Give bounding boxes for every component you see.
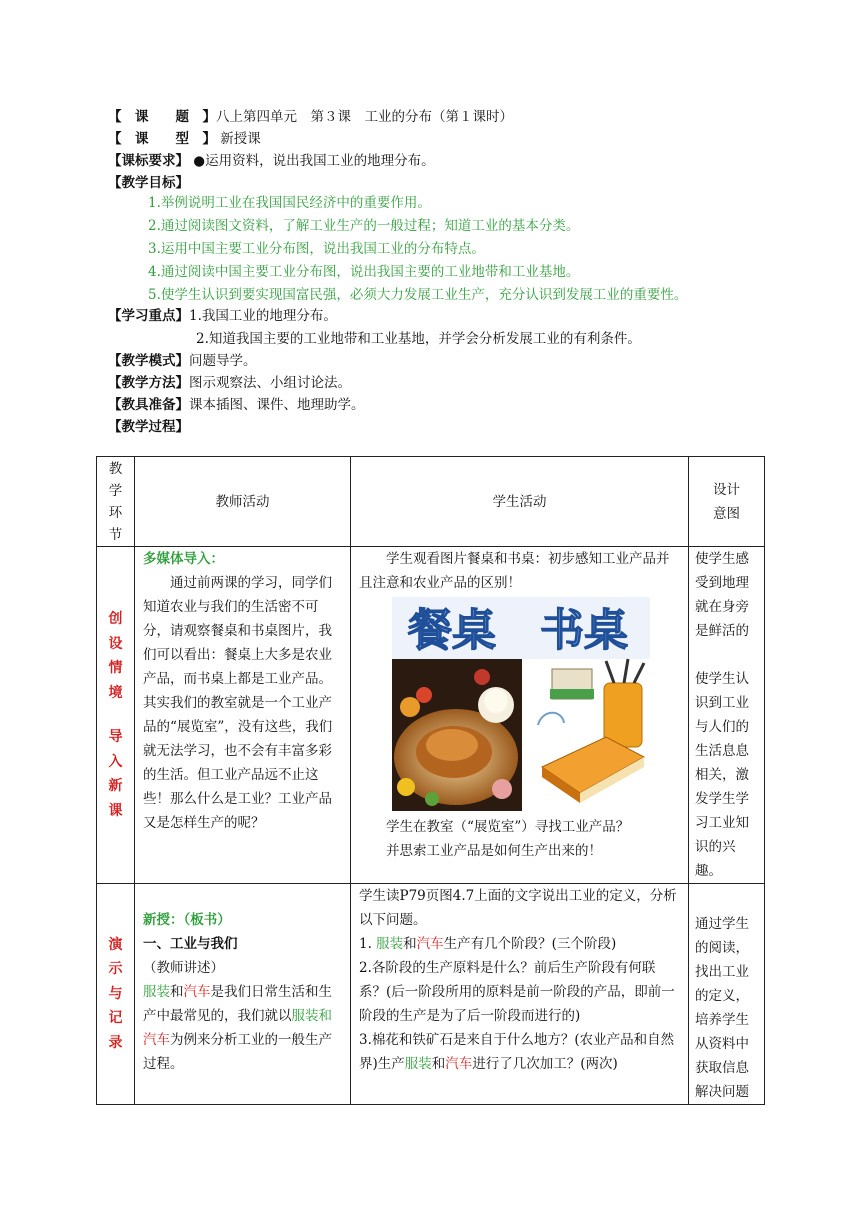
mode-label: 【教学模式】: [108, 353, 189, 369]
standard-value: ●运用资料，说出我国工业的地理分布。: [189, 153, 435, 169]
stage-char: 情: [108, 660, 123, 676]
tools-value: 课本插图、课件、地理助学。: [189, 397, 365, 413]
food-platter-icon: [392, 659, 522, 811]
stage-header: [97, 457, 135, 547]
table-desk-illustration: [392, 597, 650, 811]
objective-3: 3.运用中国主要工业分布图，说出我国工业的分布特点。: [148, 241, 485, 257]
topic-line: [108, 106, 788, 128]
process-line: [108, 416, 788, 438]
books-and-pen-holder-icon: [522, 659, 650, 811]
stage-gap: [97, 705, 134, 725]
method-line: [108, 372, 788, 394]
stage-header-char: 节: [108, 526, 123, 543]
focus-line: [108, 305, 788, 327]
student-activity-header: 学生活动: [351, 457, 689, 547]
q1-end: 生产有几个阶段？(三个阶段): [443, 936, 617, 952]
stage-char: 录: [108, 1034, 123, 1051]
intent-gap: [695, 643, 760, 667]
student-read-text: 学生读P79页图4.7上面的文字说出工业的定义，分析以下问题。: [359, 888, 677, 928]
objective-5: 5.使学生认识到要实现国富民强，必须大力发展工业生产，充分认识到发展工业的重要性。: [148, 287, 688, 303]
stage-char: 演: [108, 936, 123, 953]
new-lesson-title: 新授：（板书）: [143, 912, 231, 928]
objectives-label: 【教学目标】: [108, 175, 189, 191]
intent-text-2: 使学生认识到工业与人们的生活息息相关，激发学生学习工业知识的兴趣。: [695, 671, 749, 879]
student-activity-cell: [351, 547, 689, 884]
stage-char: 示: [108, 961, 123, 978]
connector: 和: [403, 936, 417, 952]
keyword-car: 汽车: [416, 936, 444, 952]
intent-text: 通过学生的阅读，找出工业的定义，培养学生从资料中获取信息解决问题: [695, 916, 749, 1100]
teacher-intro-text: 通过前两课的学习，同学们知道农业与我们的生活密不可分，请观察餐桌和书桌图片，我们可以看出：餐桌上大多是农业产品，而书桌上都是工业产品。其实我们的教室就是一个工业产品的“展览室”，没有这些，我们就无法学习，也不会有丰富多彩的生活。但工业产品远不止这些！那么什么是工业？工业产品又是怎样生产的呢？: [143, 575, 333, 831]
stage-cell-intro: [97, 547, 135, 884]
q3-end: 进行了几次加工？(两次): [472, 1056, 618, 1072]
connector: 和: [170, 984, 184, 1000]
standard-label: 【课标要求】: [108, 153, 189, 169]
teacher-activity-cell: [135, 547, 351, 884]
objectives-line: [108, 172, 788, 194]
design-intent-cell: [689, 884, 765, 1105]
table-row: [97, 884, 765, 1105]
type-label: 【 课 型 】: [108, 131, 216, 147]
lesson-table: [96, 456, 765, 1105]
process-label: 【教学过程】: [108, 419, 189, 435]
design-intent-header-1: 设计: [713, 481, 740, 498]
keyword-car: 汽车: [445, 1056, 473, 1072]
keyword-clothing: 服装: [143, 984, 170, 1000]
teacher-note: （教师讲述）: [143, 960, 224, 976]
stage-char: 导: [108, 729, 123, 745]
stage-char: 与: [108, 985, 123, 1002]
tools-label: 【教具准备】: [108, 397, 189, 413]
intent-text-1: 使学生感受到地理就在身旁是鲜活的: [695, 551, 749, 639]
stage-cell-demo: [97, 884, 135, 1105]
student-find-products: 学生在教室（“展览室”）寻找工业产品？: [386, 819, 630, 835]
student-activity-cell: [351, 884, 689, 1105]
connector: 和: [318, 1008, 332, 1024]
focus-2: 2.知道我国主要的工业地带和工业基地，并学会分析发展工业的有利条件。: [196, 331, 641, 347]
focus-1: 1.我国工业的地理分布。: [189, 308, 337, 324]
table-row: [97, 547, 765, 884]
stage-header-char: 教: [108, 460, 123, 477]
stage-char: 境: [108, 684, 123, 701]
method-label: 【教学方法】: [108, 375, 189, 391]
explain-end: 为例来分析工业的一般生产过程。: [143, 1032, 332, 1072]
keyword-car: 汽车: [143, 1032, 170, 1048]
keyword-clothing: 服装: [404, 1056, 432, 1072]
mode-value: 问题导学。: [189, 353, 257, 369]
teacher-explain-text: [143, 980, 344, 1076]
design-intent-header-2: 意图: [713, 505, 740, 522]
image-title: 餐桌 书桌: [407, 605, 628, 656]
keyword-clothing: 服装: [376, 936, 404, 952]
standard-line: [108, 150, 788, 172]
stage-char: 设: [108, 635, 123, 652]
student-intro-text: 学生观看图片餐桌和书桌：初步感知工业产品并且注意和农业产品的区别！: [359, 551, 670, 591]
stage-char: 创: [108, 611, 123, 627]
section-heading: 一、工业与我们: [143, 936, 238, 952]
teacher-activity-cell: [135, 884, 351, 1105]
keyword-clothing: 服装: [291, 1008, 319, 1024]
stage-char: 课: [108, 802, 123, 819]
connector: 和: [431, 1056, 446, 1072]
table-and-desk-image: [392, 597, 650, 811]
type-line: [108, 128, 788, 150]
stage-header-char: 学: [108, 482, 123, 499]
q3-text: 3.棉花和铁矿石是来自于什么地方？(农业产品和自然界)生产: [359, 1032, 675, 1072]
mode-line: [108, 350, 788, 372]
q1-prefix: 1.: [359, 936, 377, 952]
student-think-production: 并思索工业产品是如何生产出来的！: [386, 843, 602, 859]
focus-label: 【学习重点】: [108, 308, 189, 324]
method-value: 图示观察法、小组讨论法。: [189, 375, 351, 391]
objective-2: 2.通过阅读图文资料，了解工业生产的一般过程；知道工业的基本分类。: [148, 218, 580, 234]
teacher-activity-header: 教师活动: [135, 457, 351, 547]
multimedia-intro-title: 多媒体导入：: [143, 551, 224, 567]
tools-line: [108, 394, 788, 416]
stage-char: 新: [108, 778, 123, 794]
explain-mid: 是我们日常生活和生产中最常见的，我们就以: [143, 984, 332, 1024]
topic-label: 【 课 题 】: [108, 109, 216, 125]
question-2: 2.各阶段的生产原料是什么？前后生产阶段有何联系？(后一阶段所用的原料是前一阶段的产品，即前一阶段的生产是为了后一阶段而进行的): [359, 960, 675, 1024]
stage-char: 记: [108, 1010, 123, 1027]
type-value: 新授课: [216, 131, 261, 147]
question-1: [359, 932, 682, 956]
objective-1: 1.举例说明工业在我国国民经济中的重要作用。: [148, 195, 431, 211]
stage-char: 入: [108, 753, 123, 770]
design-intent-header: [689, 457, 765, 547]
question-3: [359, 1028, 682, 1076]
table-header-row: [97, 457, 765, 547]
stage-header-char: 环: [108, 504, 123, 521]
objective-4: 4.通过阅读中国主要工业分布图，说出我国主要的工业地带和工业基地。: [148, 264, 580, 280]
topic-value: 八上第四单元 第３课 工业的分布（第１课时）: [216, 109, 513, 125]
keyword-car: 汽车: [183, 984, 211, 1000]
design-intent-cell: [689, 547, 765, 884]
